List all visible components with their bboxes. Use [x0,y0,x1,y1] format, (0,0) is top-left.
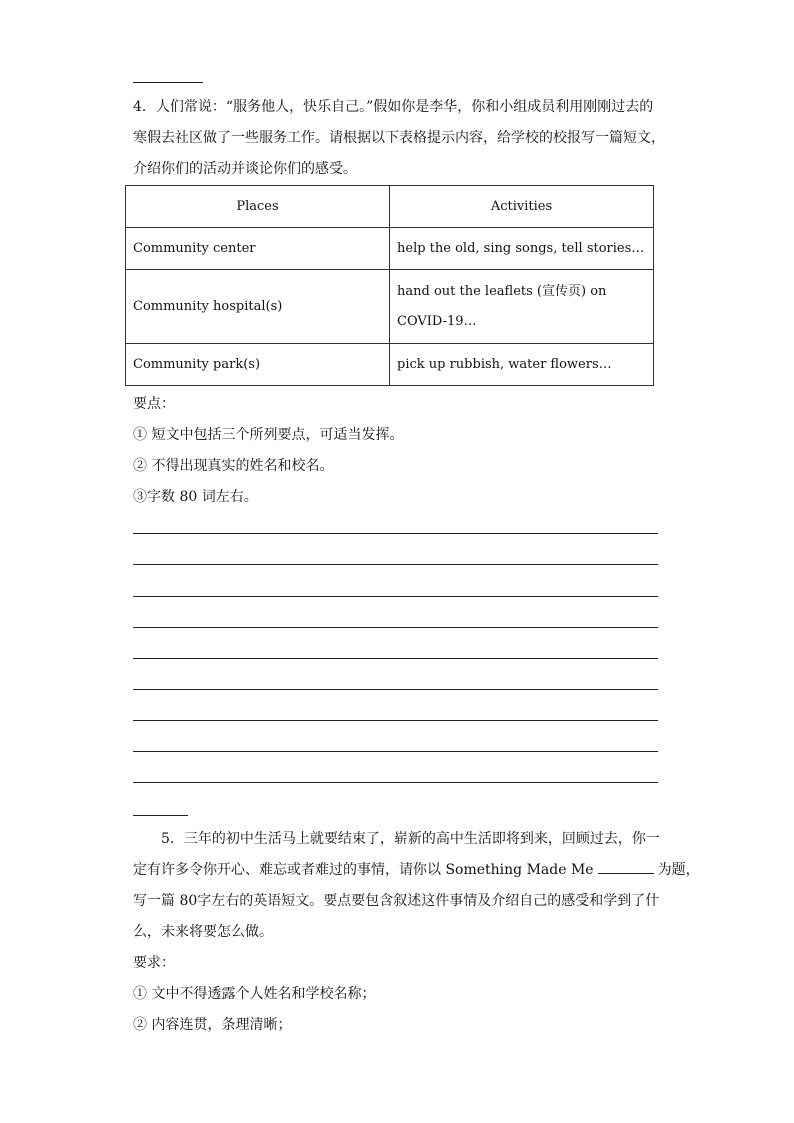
header-places: Places [126,186,390,228]
header-activities: Activities [390,186,654,228]
question-5-text: 为题， [657,862,700,878]
activity-line: hand out the leaflets (宣传页) on [397,283,607,299]
activity-cell: help the old, sing songs, tell stories… [390,228,654,270]
place-cell: Community hospital(s) [126,270,390,344]
notes-title: 要点： [133,396,175,412]
question-5-line: 写一篇 80字左右的英语短文。要点要包含叙述这件事情及介绍自己的感受和学到了什 [133,893,660,909]
question-4-line: 4．人们常说：“服务他人，快乐自己。”假如你是李华，你和小组成员利用刚刚过去的 [133,99,654,115]
requirement-item: ② 内容连贯，条理清晰； [133,1017,292,1033]
table-row [126,228,654,270]
activity-cell [390,270,654,344]
question-5-line: 5．三年的初中生活马上就要结束了，崭新的高中生活即将到来，回顾过去，你一 [161,831,660,847]
table-row [126,270,654,344]
note-item: ③字数 80 词左右。 [133,489,258,505]
table-header-row [126,186,654,228]
activities-table [125,185,654,386]
question-4-line: 介绍你们的活动并谈论你们的感受。 [133,161,357,177]
writing-line[interactable] [133,596,658,597]
requirements-title: 要求： [133,955,175,971]
title-blank[interactable] [598,861,654,874]
writing-line[interactable] [133,720,658,721]
writing-line[interactable] [133,533,658,534]
question-5-line [133,855,700,886]
question-4-prompt [133,92,665,185]
writing-line[interactable] [133,751,658,752]
activity-cell: pick up rubbish, water flowers… [390,344,654,386]
place-cell: Community center [126,228,390,270]
activity-line: COVID-19… [397,313,477,329]
place-cell: Community park(s) [126,344,390,386]
question-5-text: 定有许多令你开心、难忘或者难过的事情，请你以 Something Made Me [133,862,594,878]
question-4-line: 寒假去社区做了一些服务工作。请根据以下表格提示内容，给学校的校报写一篇短文， [133,130,665,146]
writing-line[interactable] [133,658,658,659]
note-item: ② 不得出现真实的姓名和校名。 [133,458,334,474]
requirement-item: ① 文中不得透露个人姓名和学校名称； [133,986,376,1002]
answer-blank-top [133,82,203,83]
writing-line[interactable] [133,564,658,565]
table-row [126,344,654,386]
writing-line-short[interactable] [133,815,188,816]
question-5 [133,824,700,1041]
writing-line[interactable] [133,627,658,628]
writing-line[interactable] [133,782,658,783]
question-5-line: 么，未来将要怎么做。 [133,924,273,940]
question-4-notes [133,389,403,513]
note-item: ① 短文中包括三个所列要点，可适当发挥。 [133,427,404,443]
writing-line[interactable] [133,689,658,690]
